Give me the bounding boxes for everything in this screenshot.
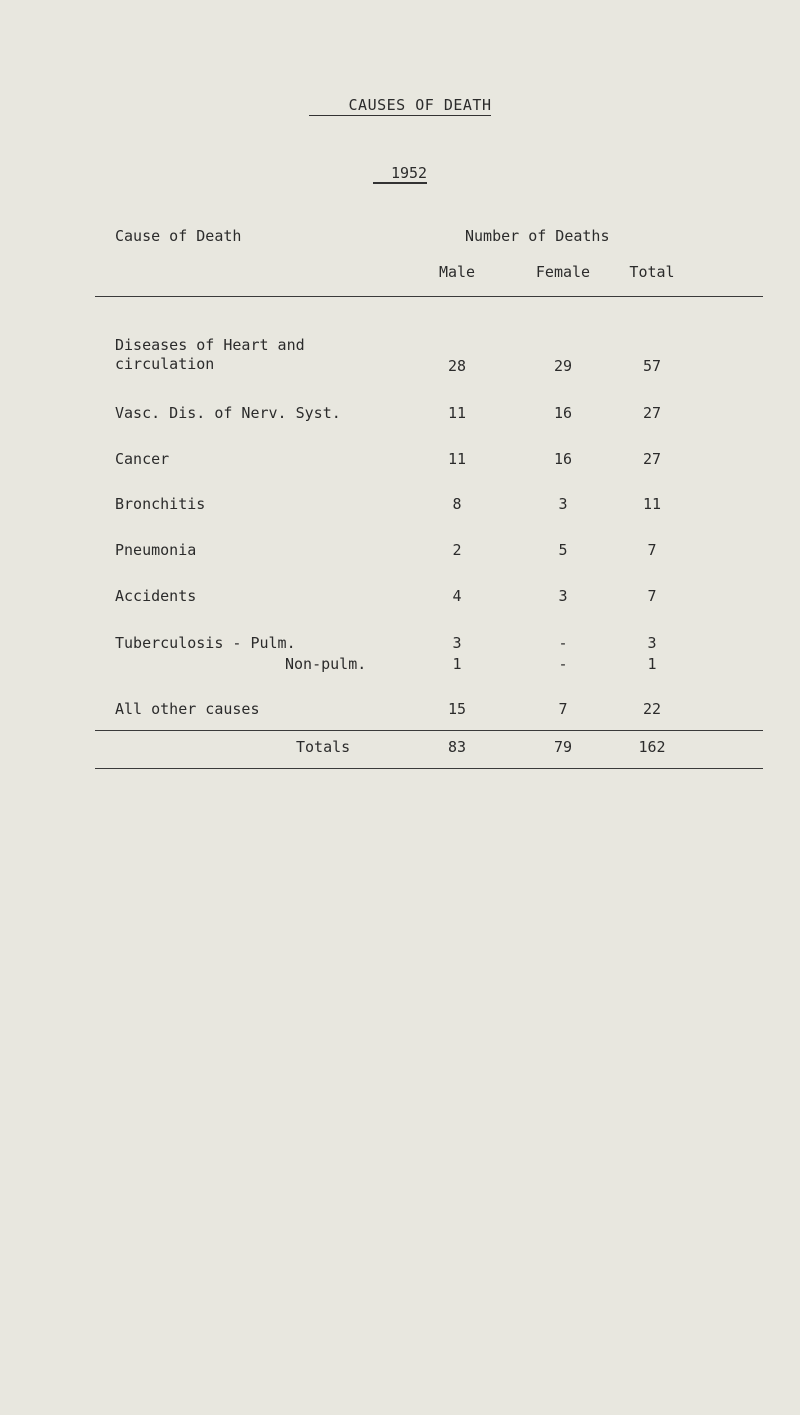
cell-total: 11: [642, 495, 662, 513]
cell-female: 3: [558, 587, 568, 605]
cell-total: 7: [647, 587, 657, 605]
table-row-label: Cancer: [115, 450, 170, 468]
table-row-label: Bronchitis: [115, 495, 206, 513]
row-label-line-1: Diseases of Heart and: [115, 336, 305, 354]
table-row-label: Vasc. Dis. of Nerv. Syst.: [115, 404, 341, 422]
cell-total: 22: [642, 700, 662, 718]
cell-total-female: 79: [553, 738, 573, 756]
cell-total-male: 83: [447, 738, 467, 756]
report-year-text: 1952: [373, 164, 427, 184]
column-header-total: Total: [629, 263, 675, 281]
cell-male: 15: [447, 700, 467, 718]
cell-female: 5: [558, 541, 568, 559]
cell-female: -: [558, 655, 568, 673]
cell-female: -: [558, 634, 568, 652]
cell-male: 11: [447, 404, 467, 422]
table-row-label: Pneumonia: [115, 541, 197, 559]
cell-male: 4: [452, 587, 462, 605]
cell-female: 3: [558, 495, 568, 513]
cell-total-total: 162: [638, 738, 666, 756]
column-header-male: Male: [438, 263, 476, 281]
cell-total: 57: [642, 357, 662, 375]
table-row-label: Tuberculosis - Pulm.: [115, 634, 296, 652]
column-header-cause: Cause of Death: [115, 227, 242, 245]
table-row-label: Non-pulm.: [285, 655, 367, 673]
column-header-female: Female: [535, 263, 591, 281]
cell-total: 27: [642, 450, 662, 468]
cell-female: 16: [553, 450, 573, 468]
report-year: [0, 164, 800, 184]
cell-male: 8: [452, 495, 462, 513]
column-header-number-of-deaths: Number of Deaths: [465, 227, 610, 245]
page-title-text: CAUSES OF DEATH: [309, 96, 492, 116]
page-title: [0, 96, 800, 116]
cell-male: 1: [452, 655, 462, 673]
cell-female: 16: [553, 404, 573, 422]
cell-male: 28: [447, 357, 467, 375]
cell-male: 11: [447, 450, 467, 468]
totals-bottom-rule: [95, 768, 763, 769]
cell-female: 7: [558, 700, 568, 718]
cell-total: 1: [647, 655, 657, 673]
cell-total: 7: [647, 541, 657, 559]
totals-top-rule: [95, 730, 763, 731]
table-row-label: Accidents: [115, 587, 197, 605]
cell-total: 27: [642, 404, 662, 422]
cell-male: 2: [452, 541, 462, 559]
cell-total: 3: [647, 634, 657, 652]
row-label-line-2: circulation: [115, 355, 215, 373]
cell-male: 3: [452, 634, 462, 652]
cell-female: 29: [553, 357, 573, 375]
table-row-label: All other causes: [115, 700, 260, 718]
header-rule: [95, 296, 763, 297]
totals-label: Totals: [296, 738, 351, 756]
table-row-label: [115, 336, 305, 374]
